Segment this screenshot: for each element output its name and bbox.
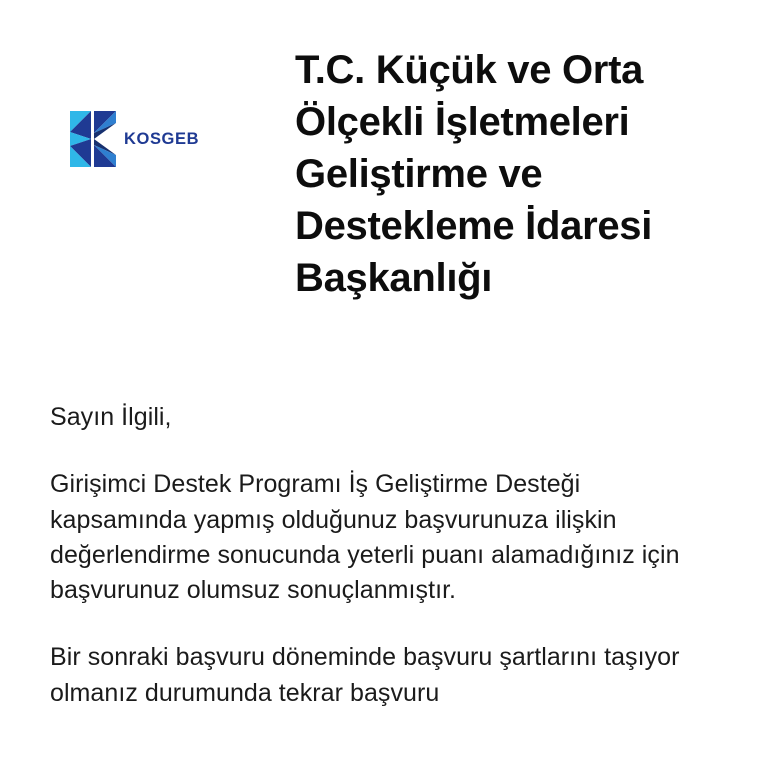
kosgeb-logo-mark <box>70 111 116 167</box>
kosgeb-logo <box>70 111 199 167</box>
letter-paragraph: Bir sonraki başvuru döneminde başvuru şartlarını taşıyor olmanız durumunda tekrar başvuru <box>50 643 680 707</box>
logo-column <box>0 0 295 340</box>
kosgeb-wordmark: KOSGEB <box>124 129 200 148</box>
document-header <box>0 0 768 340</box>
letter-body <box>50 400 722 711</box>
title-column <box>295 0 768 304</box>
page-title: T.C. Küçük ve Orta Ölçekli İşletmeleri Geliştirme ve Destekleme İdaresi Başkanlığı <box>295 48 653 300</box>
letter-salutation: Sayın İlgili, <box>50 403 172 431</box>
letter-paragraph: Girişimci Destek Programı İş Geliştirme Desteği kapsamında yapmış olduğunuz başvurunuza ilişkin değerlendirme sonucunda yeterli puanı alamadığınız için başvurunuz olumsuz sonuçlanmıştır. <box>50 470 680 604</box>
